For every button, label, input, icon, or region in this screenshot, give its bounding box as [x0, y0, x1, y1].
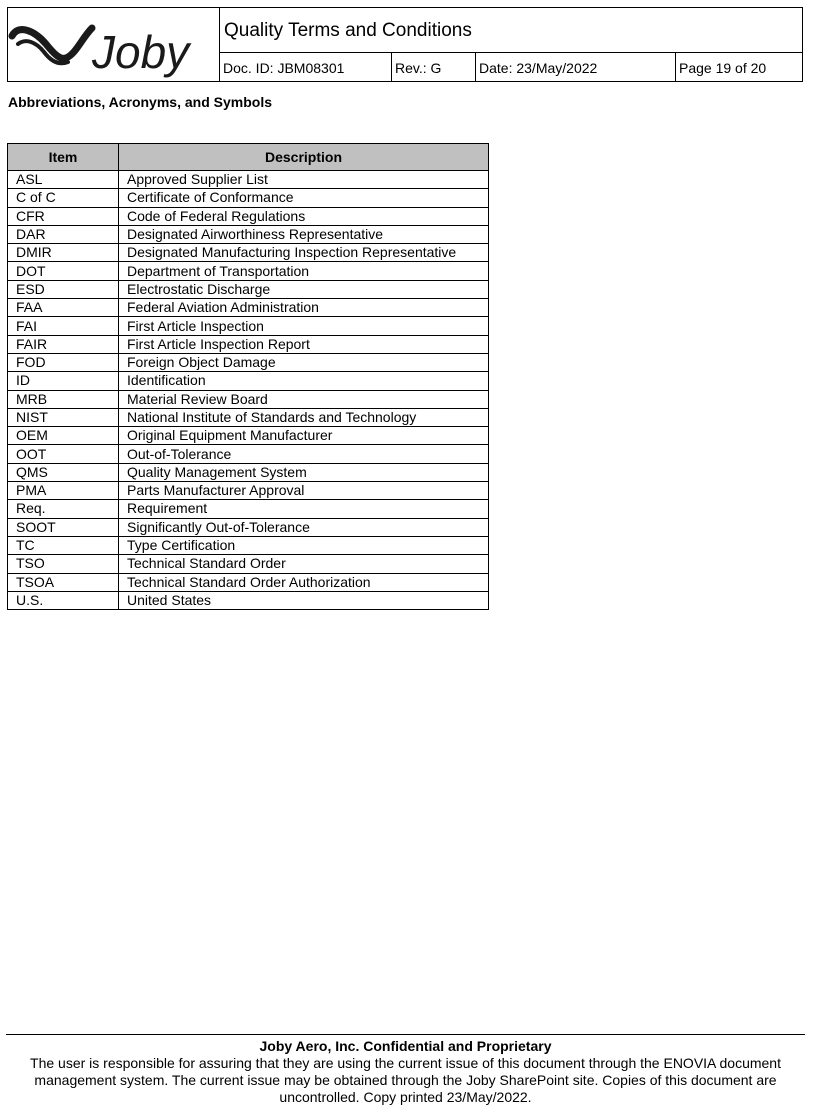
table-row — [8, 573, 489, 591]
abbreviation-cell: ASL — [8, 171, 119, 189]
table-row — [8, 207, 489, 225]
confidentiality-notice: Joby Aero, Inc. Confidential and Proprietary — [259, 1038, 552, 1054]
abbreviation-cell: ID — [8, 372, 119, 390]
abbreviation-cell: CFR — [8, 207, 119, 225]
table-row — [8, 463, 489, 481]
column-header-description: Description — [119, 144, 489, 171]
abbreviation-cell: ESD — [8, 280, 119, 298]
description-cell: Technical Standard Order Authorization — [119, 573, 489, 591]
abbreviation-cell: DAR — [8, 225, 119, 243]
section-title: Abbreviations, Acronyms, and Symbols — [8, 94, 272, 110]
description-cell: Original Equipment Manufacturer — [119, 427, 489, 445]
description-cell: Quality Management System — [119, 463, 489, 481]
abbreviation-cell: DMIR — [8, 244, 119, 262]
description-cell: Code of Federal Regulations — [119, 207, 489, 225]
description-cell: Out-of-Tolerance — [119, 445, 489, 463]
abbreviation-cell: OOT — [8, 445, 119, 463]
abbreviation-cell: NIST — [8, 408, 119, 426]
abbreviation-cell: Req. — [8, 500, 119, 518]
description-cell: National Institute of Standards and Technology — [119, 408, 489, 426]
description-cell: Parts Manufacturer Approval — [119, 482, 489, 500]
table-row — [8, 280, 489, 298]
abbreviation-cell: FOD — [8, 353, 119, 371]
logo-cell — [8, 8, 220, 81]
table-row — [8, 335, 489, 353]
abbreviation-cell: QMS — [8, 463, 119, 481]
table-row — [8, 225, 489, 243]
description-cell: Technical Standard Order — [119, 555, 489, 573]
table-row — [8, 353, 489, 371]
description-cell: Designated Airworthiness Representative — [119, 225, 489, 243]
description-cell: Approved Supplier List — [119, 171, 489, 189]
document-title: Quality Terms and Conditions — [220, 8, 802, 53]
abbreviation-cell: C of C — [8, 189, 119, 207]
description-cell: Federal Aviation Administration — [119, 299, 489, 317]
abbreviation-cell: TSOA — [8, 573, 119, 591]
column-header-item: Item — [8, 144, 119, 171]
description-cell: Department of Transportation — [119, 262, 489, 280]
document-date: Date: 23/May/2022 — [476, 53, 676, 81]
table-row — [8, 445, 489, 463]
description-cell: Foreign Object Damage — [119, 353, 489, 371]
description-cell: Requirement — [119, 500, 489, 518]
description-cell: Identification — [119, 372, 489, 390]
revision: Rev.: G — [392, 53, 476, 81]
abbreviation-cell: FAIR — [8, 335, 119, 353]
abbreviation-cell: FAA — [8, 299, 119, 317]
table-row — [8, 408, 489, 426]
page-number: Page 19 of 20 — [679, 60, 767, 76]
document-footer — [6, 1034, 805, 1106]
table-row — [8, 482, 489, 500]
table-row — [8, 171, 489, 189]
table-row — [8, 500, 489, 518]
table-row — [8, 591, 489, 609]
table-row — [8, 299, 489, 317]
abbreviation-cell: OEM — [8, 427, 119, 445]
table-row — [8, 536, 489, 554]
description-cell: Material Review Board — [119, 390, 489, 408]
table-header-row — [8, 144, 489, 171]
document-control-notice: The user is responsible for assuring that they are using the current issue of this document through the ENOVIA document management system. The current issue may be obtained through the Joby SharePoint site. Copies of this document are uncontrolled. Copy printed 23/May/2022. — [30, 1055, 781, 1105]
logo-text: Joby — [92, 26, 190, 78]
table-row — [8, 317, 489, 335]
abbreviation-cell: SOOT — [8, 518, 119, 536]
abbreviation-cell: MRB — [8, 390, 119, 408]
description-cell: Significantly Out-of-Tolerance — [119, 518, 489, 536]
abbreviation-cell: U.S. — [8, 591, 119, 609]
abbreviation-cell: DOT — [8, 262, 119, 280]
table-row — [8, 390, 489, 408]
description-cell: First Article Inspection Report — [119, 335, 489, 353]
description-cell: First Article Inspection — [119, 317, 489, 335]
table-row — [8, 189, 489, 207]
table-row — [8, 262, 489, 280]
abbreviation-cell: FAI — [8, 317, 119, 335]
doc-id: Doc. ID: JBM08301 — [220, 53, 392, 81]
table-row — [8, 555, 489, 573]
description-cell: Designated Manufacturing Inspection Representative — [119, 244, 489, 262]
joby-logo-icon — [8, 8, 219, 81]
document-meta-row — [220, 53, 802, 81]
abbreviations-table — [7, 143, 489, 610]
table-row — [8, 244, 489, 262]
abbreviation-cell: PMA — [8, 482, 119, 500]
table-row — [8, 372, 489, 390]
table-row — [8, 518, 489, 536]
description-cell: Type Certification — [119, 536, 489, 554]
document-header — [7, 7, 803, 82]
abbreviation-cell: TSO — [8, 555, 119, 573]
description-cell: Certificate of Conformance — [119, 189, 489, 207]
table-row — [8, 427, 489, 445]
description-cell: United States — [119, 591, 489, 609]
abbreviation-cell: TC — [8, 536, 119, 554]
description-cell: Electrostatic Discharge — [119, 280, 489, 298]
